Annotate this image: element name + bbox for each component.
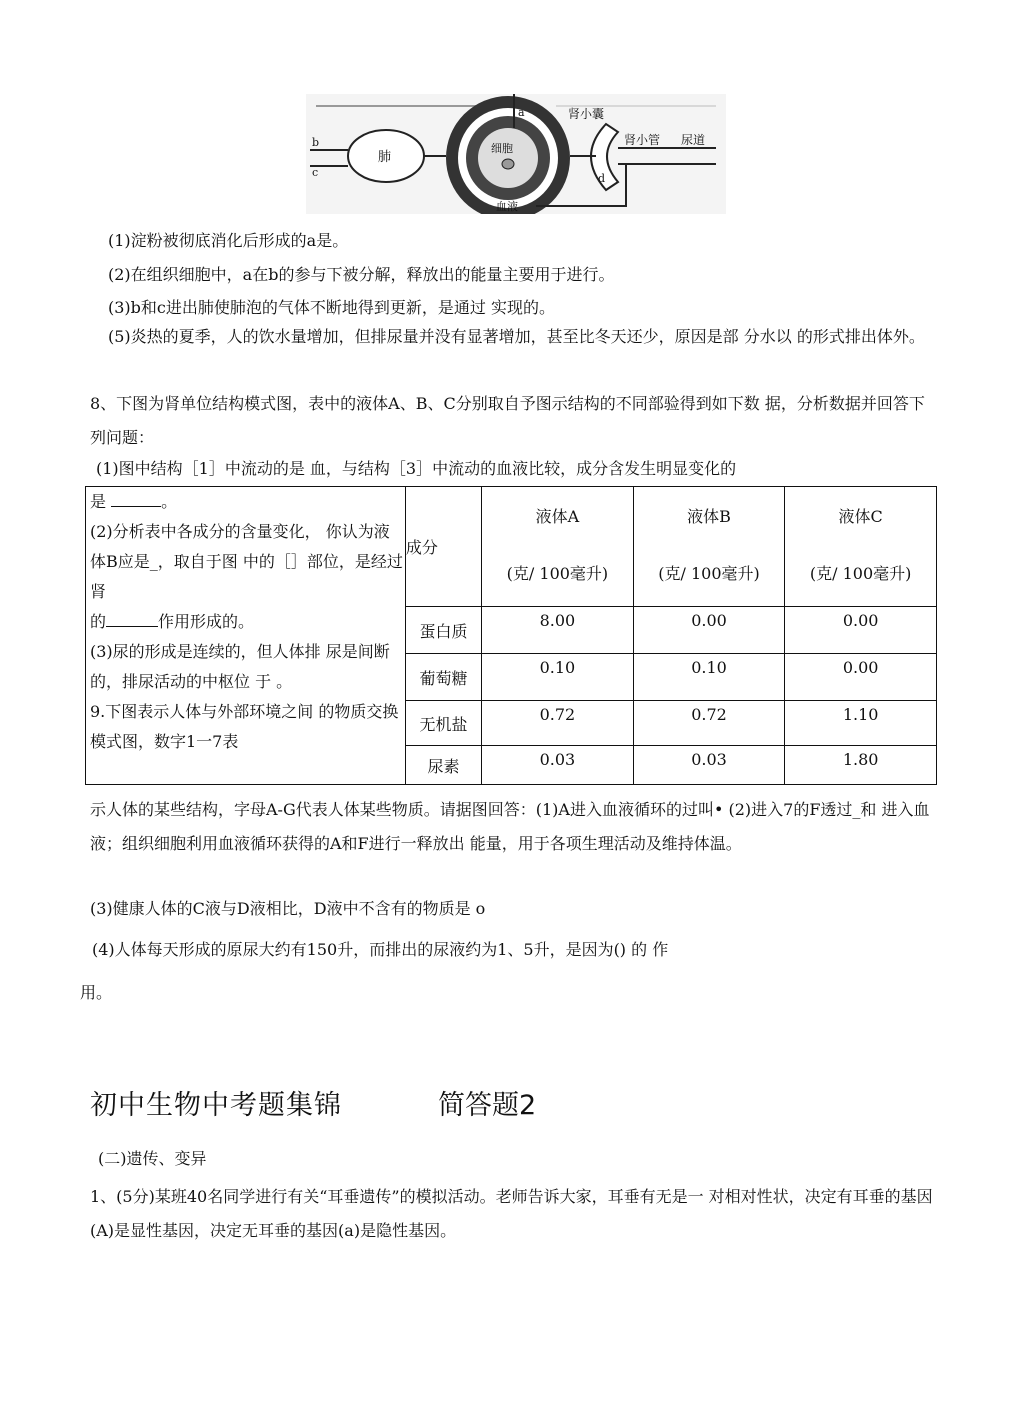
- question-1: 1、(5分)某班40名同学进行有关“耳垂遗传”的模拟活动。老师告诉大家，耳垂有无是一 对相对性状，决定有耳垂的基因(A)是显性基因，决定无耳垂的基因(a)是隐性基因。: [90, 1187, 933, 1240]
- capsule-label: 肾小囊: [568, 107, 605, 121]
- cell-b: 0.10: [633, 654, 785, 701]
- section-subtitle: 简答题2: [438, 1090, 537, 1121]
- cell-c: 0.00: [785, 654, 937, 701]
- blood-label: 血液: [496, 200, 518, 213]
- q8-left-t3-end: 作用形成的。: [158, 612, 255, 631]
- label-c: c: [312, 166, 319, 179]
- column-header-c: [785, 487, 937, 607]
- column-header-a: [482, 487, 634, 607]
- column-name: 液体B: [687, 506, 731, 526]
- q9-part3: (3)健康人体的C液与D液相比，D液中不含有的物质是 o: [90, 899, 486, 918]
- cell-a: 0.72: [482, 701, 634, 746]
- label-b: b: [312, 136, 320, 149]
- column-unit: (克/ 100毫升): [658, 563, 760, 583]
- column-header-b: [633, 487, 785, 607]
- tubule-label: 肾小管: [624, 133, 661, 147]
- column-name: 液体A: [535, 506, 580, 526]
- cell-b: 0.72: [633, 701, 785, 746]
- cell-label: 细胞: [491, 142, 513, 155]
- q7-line-3: (3)b和c进出肺使肺泡的气体不断地得到更新，是通过 实现的。: [108, 298, 555, 317]
- row-label: 葡萄糖: [405, 654, 481, 701]
- row-label: 尿素: [405, 746, 481, 785]
- q7-line-1: (1)淀粉被彻底消化后形成的a是。: [108, 231, 349, 250]
- q8-left-t1-end: 。: [161, 492, 178, 511]
- q7-line-5: (5)炎热的夏季，人的饮水量增加，但排尿量并没有显著增加，甚至比冬天还少，原因是部 分水以 的形式排出体外。: [108, 327, 925, 346]
- answer-blank[interactable]: [111, 506, 161, 507]
- label-d: d: [598, 172, 606, 185]
- cell-a: 8.00: [482, 607, 634, 654]
- physiology-diagram: [306, 94, 726, 214]
- cell-b: 0.00: [633, 607, 785, 654]
- q8-intro: 8、下图为肾单位结构模式图，表中的液体A、B、C分别取自予图示结构的不同部验得到如下数 据，分析数据并回答下列问题：: [90, 394, 925, 447]
- q8-part1: (1)图中结构［1］中流动的是 血，与结构［3］中流动的血液比较，成分含发生明显变化的: [96, 459, 737, 478]
- lung-label: 肺: [378, 150, 392, 165]
- part-heading: (二)遗传、变异: [98, 1149, 207, 1168]
- q9-part4-end: 用。: [80, 983, 113, 1002]
- cell-c: 1.80: [785, 746, 937, 785]
- urethra-label: 尿道: [681, 133, 706, 147]
- q8-left-t2: (2)分析表中各成分的含量变化， 你认为液体B应是_，取自于图 中的［］部位，是经过肾: [90, 522, 403, 601]
- cell-shape: [478, 128, 538, 188]
- row-label: 无机盐: [405, 701, 481, 746]
- q9-part1: 示人体的某些结构，字母A-G代表人体某些物质。请据图回答：(1)A进入血液循环的过叫• (2)进入7的F透过_和 进入血液；组织细胞利用血液循环获得的A和F进行一释放出 能量，用于各项生理活动及维持体温。: [90, 800, 930, 853]
- cell-b: 0.03: [633, 746, 785, 785]
- answer-blank[interactable]: [106, 626, 158, 627]
- q9-left-t5: 9.下图表示人体与外部环境之间 的物质交换模式图，数字1一7表: [90, 702, 399, 751]
- q9-part4: (4)人体每天形成的原尿大约有150升，而排出的尿液约为1、5升，是因为() 的 作: [92, 940, 669, 959]
- cell-c: 0.00: [785, 607, 937, 654]
- table-header-label: 成分: [405, 487, 481, 607]
- q8-left-t4: (3)尿的形成是连续的，但人体排 尿是间断的，排尿活动的中枢位 于 。: [90, 642, 390, 691]
- cell-a: 0.10: [482, 654, 634, 701]
- q8-left-t3: 的: [90, 612, 107, 631]
- column-unit: (克/ 100毫升): [506, 563, 609, 583]
- row-label: 蛋白质: [405, 607, 481, 654]
- cell-c: 1.10: [785, 701, 937, 746]
- column-unit: (克/ 100毫升): [809, 563, 912, 583]
- q7-line-2: (2)在组织细胞中，a在b的参与下被分解，释放出的能量主要用于进行。: [108, 265, 615, 284]
- section-title: 初中生物中考题集锦: [90, 1090, 342, 1121]
- column-name: 液体C: [838, 506, 883, 526]
- fluid-composition-table: [85, 486, 937, 785]
- q8-left-t1: 是: [90, 492, 112, 511]
- cell-a: 0.03: [482, 746, 634, 785]
- q8-left-text: [86, 487, 406, 785]
- label-a: a: [518, 106, 525, 119]
